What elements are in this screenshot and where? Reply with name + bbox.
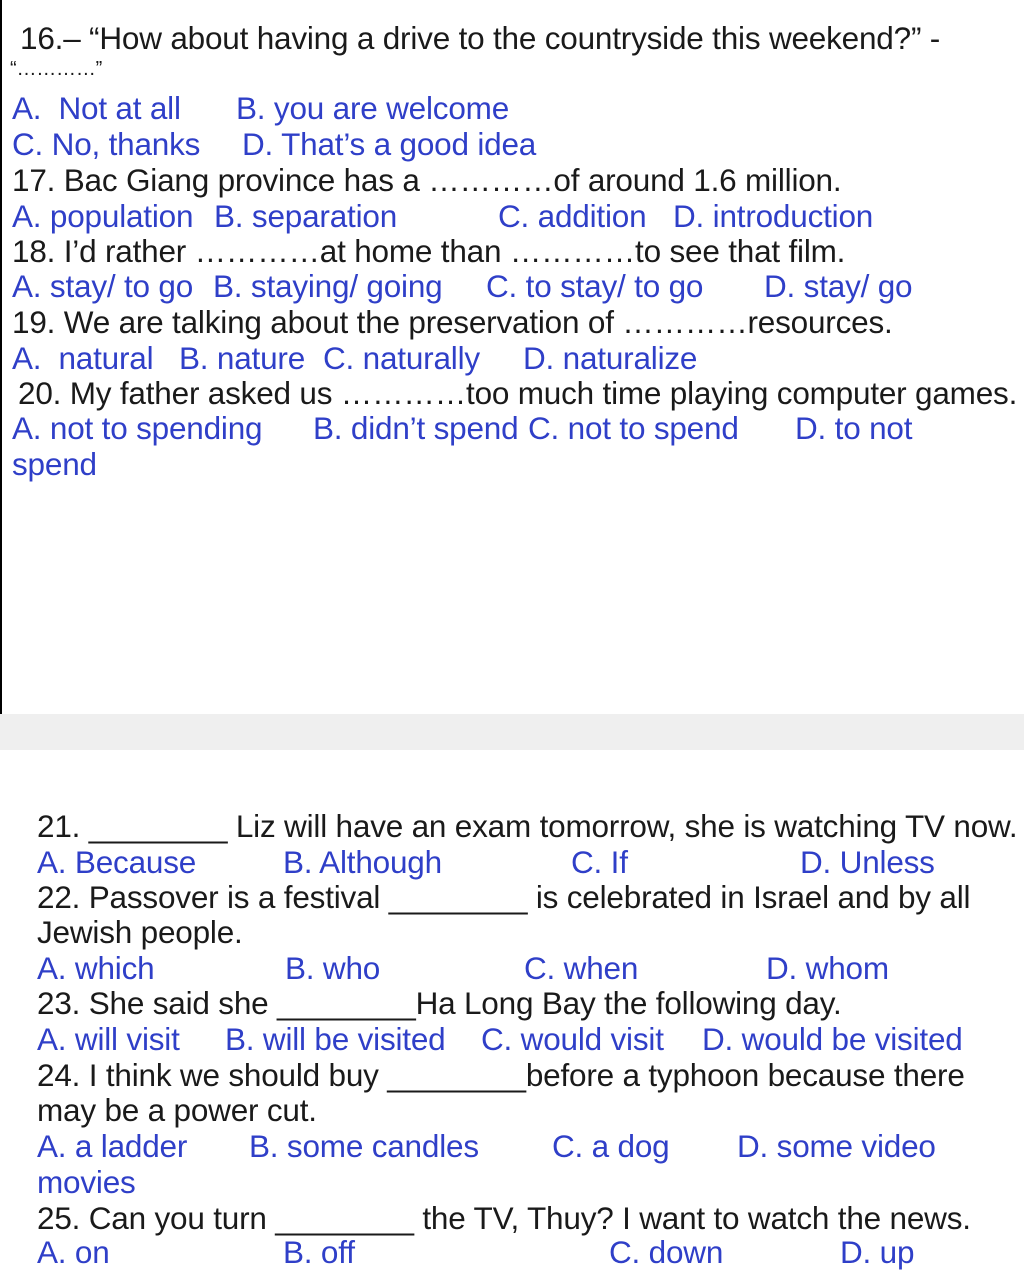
q18-option-b[interactable]: B. staying/ going bbox=[213, 268, 443, 304]
q21-option-d[interactable]: D. Unless bbox=[800, 844, 935, 880]
q21-option-a[interactable]: A. Because bbox=[37, 844, 197, 880]
q21-option-b[interactable]: B. Although bbox=[283, 844, 442, 880]
q24-option-b[interactable]: B. some candles bbox=[249, 1128, 479, 1164]
q18-option-d[interactable]: D. stay/ go bbox=[764, 268, 913, 304]
q16-option-d[interactable]: D. That’s a good idea bbox=[242, 126, 537, 162]
q17-stem: 17. Bac Giang province has a …………of around 1.6 million. bbox=[12, 162, 842, 198]
q24-stem-continued: may be a power cut. bbox=[37, 1092, 317, 1128]
q25-option-c[interactable]: C. down bbox=[609, 1234, 724, 1270]
q16-option-b[interactable]: B. you are welcome bbox=[236, 90, 510, 126]
q20-option-d-continued: spend bbox=[12, 446, 97, 482]
q18-option-c[interactable]: C. to stay/ to go bbox=[486, 268, 704, 304]
q22-stem-continued: Jewish people. bbox=[37, 914, 243, 950]
q17-option-d[interactable]: D. introduction bbox=[673, 198, 874, 234]
q22-option-d[interactable]: D. whom bbox=[766, 950, 889, 986]
q22-option-a[interactable]: A. which bbox=[37, 950, 155, 986]
q25-stem: 25. Can you turn ________ the TV, Thuy? I want to watch the news. bbox=[37, 1200, 971, 1236]
q22-option-c[interactable]: C. when bbox=[524, 950, 639, 986]
q23-option-d[interactable]: D. would be visited bbox=[702, 1021, 963, 1057]
q18-stem: 18. I’d rather …………at home than …………to see that film. bbox=[12, 233, 846, 269]
q20-option-c[interactable]: C. not to spend bbox=[528, 410, 739, 446]
q20-option-a[interactable]: A. not to spending bbox=[12, 410, 263, 446]
q17-option-a[interactable]: A. population bbox=[12, 198, 194, 234]
q24-option-c[interactable]: C. a dog bbox=[552, 1128, 670, 1164]
q19-option-a[interactable]: A. natural bbox=[12, 340, 154, 376]
q20-option-d[interactable]: D. to not bbox=[795, 410, 913, 446]
q18-option-a[interactable]: A. stay/ to go bbox=[12, 268, 194, 304]
q24-option-a[interactable]: A. a ladder bbox=[37, 1128, 188, 1164]
q23-stem: 23. She said she ________Ha Long Bay the following day. bbox=[37, 985, 842, 1021]
q25-option-d[interactable]: D. up bbox=[840, 1234, 915, 1270]
q16-option-a[interactable]: A. Not at all bbox=[12, 90, 181, 126]
q16-stem: 16.– “How about having a drive to the countryside this weekend?” - bbox=[20, 20, 941, 56]
q23-option-a[interactable]: A. will visit bbox=[37, 1021, 180, 1057]
q23-option-b[interactable]: B. will be visited bbox=[225, 1021, 446, 1057]
q22-option-b[interactable]: B. who bbox=[285, 950, 381, 986]
q24-option-d-continued: movies bbox=[37, 1164, 136, 1200]
q19-option-c[interactable]: C. naturally bbox=[323, 340, 480, 376]
q25-option-b[interactable]: B. off bbox=[283, 1234, 355, 1270]
q24-stem: 24. I think we should buy ________before a typhoon because there bbox=[37, 1057, 965, 1093]
q24-option-d[interactable]: D. some video bbox=[737, 1128, 936, 1164]
q16-option-c[interactable]: C. No, thanks bbox=[12, 126, 201, 162]
q20-option-b[interactable]: B. didn’t spend bbox=[313, 410, 519, 446]
q16-blank: “…………” bbox=[10, 58, 103, 80]
q22-stem: 22. Passover is a festival ________ is celebrated in Israel and by all bbox=[37, 879, 971, 915]
q25-option-a[interactable]: A. on bbox=[37, 1234, 110, 1270]
page-separator bbox=[0, 714, 1024, 750]
q19-option-b[interactable]: B. nature bbox=[179, 340, 306, 376]
q21-option-c[interactable]: C. If bbox=[571, 844, 628, 880]
q21-stem: 21. ________ Liz will have an exam tomorrow, she is watching TV now. bbox=[37, 808, 1018, 844]
q17-option-c[interactable]: C. addition bbox=[498, 198, 647, 234]
q17-option-b[interactable]: B. separation bbox=[214, 198, 398, 234]
q23-option-c[interactable]: C. would visit bbox=[481, 1021, 664, 1057]
q20-stem: 20. My father asked us …………too much time playing computer games. bbox=[18, 375, 1018, 411]
q19-option-d[interactable]: D. naturalize bbox=[523, 340, 698, 376]
q19-stem: 19. We are talking about the preservation of …………resources. bbox=[12, 304, 893, 340]
